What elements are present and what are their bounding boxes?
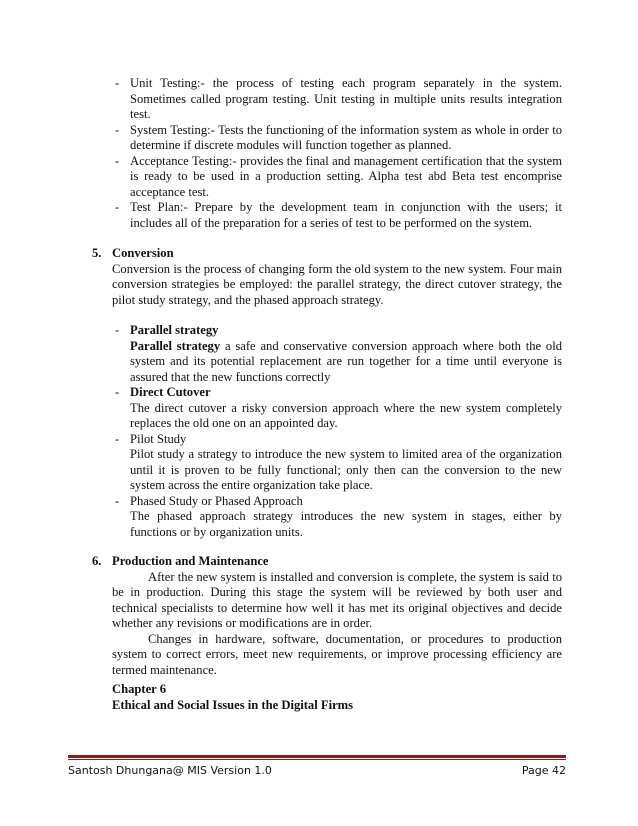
strategy-body-text: Pilot study a strategy to introduce the new system to limited area of the organization until it is proven to be fully functional; only then can the conversion to the new system across the entire organization take place. — [130, 447, 562, 492]
strategy-pilot-study — [115, 431, 562, 494]
page-body — [0, 76, 638, 678]
strategy-parallel — [115, 323, 562, 385]
list-item-text: Acceptance Testing:- provides the final and management certification that the system is ready to be used in a production setting. Alpha test abd Beta test encomprise acceptance test. — [130, 153, 562, 199]
strategy-lead: Parallel strategy — [130, 338, 221, 353]
strategy-title: Pilot Study — [130, 431, 187, 446]
page-footer — [68, 763, 566, 779]
list-item-test-plan — [115, 200, 562, 231]
strategy-title: Parallel strategy — [130, 323, 219, 337]
footer-rule-thin — [68, 759, 566, 760]
footer-rule — [68, 755, 566, 758]
section-heading: Production and Maintenance — [112, 554, 269, 568]
chapter-label: Chapter 6 — [112, 682, 166, 696]
chapter-heading — [112, 682, 353, 713]
bullet-dash: - — [115, 122, 120, 137]
section-number: 6. — [92, 554, 102, 568]
section-intro: Conversion is the process of changing form the old system to the new system. Four main conversion strategies be employed: the parallel strategy, the direct cutover strategy, the pilot study strategy, and the phased approach strategy. — [112, 261, 562, 307]
bullet-dash: - — [115, 200, 120, 214]
section-heading: Conversion — [112, 246, 174, 260]
strategy-body-text: a safe and conservative conversion approach where both the old system and its potential replacement are run together for a time until everyone is assured that the new functions correctly — [130, 338, 562, 384]
section-number: 5. — [92, 246, 102, 260]
bullet-dash: - — [115, 385, 120, 399]
page-number: Page 42 — [521, 764, 566, 777]
chapter-title: Ethical and Social Issues in the Digital Firms — [112, 697, 354, 712]
strategy-phased — [115, 493, 562, 541]
bullet-dash: - — [115, 153, 120, 168]
bullet-dash: - — [115, 431, 120, 446]
list-item-acceptance-testing — [115, 153, 562, 201]
bullet-dash: - — [115, 323, 120, 337]
list-item-system-testing — [115, 122, 562, 154]
strategy-body-text: The direct cutover a risky conversion approach where the new system completely replaces the old one on an appointed day. — [130, 400, 562, 430]
list-item-text: Test Plan:- Prepare by the development team in conjunction with the users; it includes all of the preparation for a series of test to be performed on the system. — [130, 200, 562, 230]
strategy-title: Phased Study or Phased Approach — [130, 493, 303, 508]
bullet-dash: - — [115, 493, 120, 508]
strategy-direct-cutover — [115, 385, 562, 432]
list-item-text: System Testing:- Tests the functioning of the information system as whole in order to determine if discrete modules will function together as planned. — [130, 122, 562, 152]
list-item-text: Unit Testing:- the process of testing each program separately in the system. Sometimes called program testing. Unit testing in multiple units results integration test. — [130, 76, 562, 121]
strategy-body-text: The phased approach strategy introduces the new system in stages, either by functions or by organization units. — [130, 509, 562, 539]
list-item-unit-testing — [115, 76, 562, 123]
bullet-dash: - — [115, 76, 120, 90]
section-conversion — [92, 246, 562, 308]
strategy-body — [130, 339, 562, 386]
strategy-title: Direct Cutover — [130, 385, 211, 399]
section-production-maintenance — [92, 554, 562, 678]
paragraph: Changes in hardware, software, documentation, or procedures to production system to correct errors, meet new requirements, or improve processing efficiency are termed maintenance. — [112, 631, 562, 677]
paragraph: After the new system is installed and conversion is complete, the system is said to be in production. During this stage the system will be reviewed by both user and technical specialists to determine how well it has met its original objectives and decide whether any revisions or modifications are in order. — [112, 569, 562, 630]
footer-author: Santosh Dhungana@ MIS Version 1.0 — [68, 764, 272, 777]
